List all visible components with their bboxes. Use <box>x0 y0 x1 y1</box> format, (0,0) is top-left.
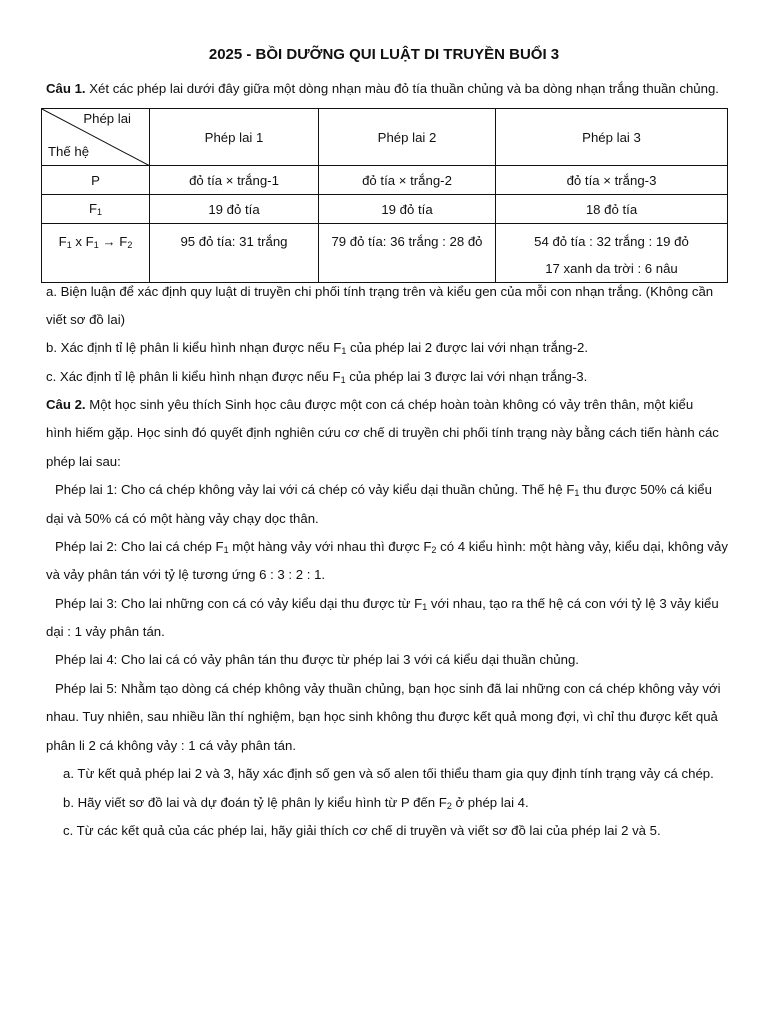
q2-b-pre: b. Hãy viết sơ đồ lai và dự đoán tỷ lệ phân ly kiểu hình từ P đến F <box>63 795 447 810</box>
cross1-sub: 1 <box>574 488 580 498</box>
q2-line1 <box>46 397 728 412</box>
corner-bottom-label: Thế hệ <box>48 144 90 159</box>
q1-part-c <box>46 369 728 385</box>
row-f2-cell-3-extra: 17 xanh da trời : 6 nâu <box>545 261 678 276</box>
header-cross-1: Phép lai 1 <box>150 109 319 166</box>
q1-c-post: của phép lai 3 được lai với nhạn trắng-3. <box>345 369 588 384</box>
q2-part-c: c. Từ các kết quả của các phép lai, hãy giải thích cơ chế di truyền và viết sơ đồ lai của phép lai 2 và 5. <box>63 823 661 838</box>
q2-cross5-line1: Phép lai 5: Nhằm tạo dòng cá chép không vảy thuần chủng, bạn học sinh đã lai những con cá chép không vảy với <box>55 681 721 696</box>
cross3-post: với nhau, tạo ra thế hệ cá con với tỷ lệ 3 vảy kiểu <box>427 596 719 611</box>
q1-part-b <box>46 340 728 356</box>
q2-cross5-line3: phân li 2 cá không vảy : 1 cá vảy phân tán. <box>46 738 296 753</box>
row-f2-cell-1-text: 95 đỏ tía: 31 trắng <box>180 234 288 249</box>
q2-cross2-line1 <box>55 539 737 555</box>
q1-b-post: của phép lai 2 được lai với nhạn trắng-2. <box>346 340 589 355</box>
q2-cross2-line2: và vảy phân tán với tỷ lệ tương ứng 6 : 3 : 2 : 1. <box>46 567 326 582</box>
table-corner-cell <box>42 109 150 166</box>
corner-top-label: Phép lai <box>83 111 131 126</box>
table-row-f2 <box>42 224 728 283</box>
cross1-post: thu được 50% cá kiểu <box>579 482 712 497</box>
q1-part-a-line2: viết sơ đồ lai) <box>46 312 126 327</box>
f2-sub-a: 1 <box>66 240 72 250</box>
row-f1-sub: 1 <box>97 207 103 217</box>
row-f2-cell-3-text: 54 đỏ tía : 32 trắng : 19 đỏ <box>534 234 689 249</box>
row-f1-letter: F <box>88 201 98 216</box>
header-cross-2: Phép lai 2 <box>319 109 496 166</box>
q1-b-pre: b. Xác định tỉ lệ phân li kiểu hình nhạn được nếu F <box>46 340 342 355</box>
row-f1-cell-1: 19 đỏ tía <box>150 195 319 224</box>
q1-intro-text: Xét các phép lai dưới đây giữa một dòng nhạn màu đỏ tía thuần chủng và ba dòng nhạn trắng thuần chủng. <box>85 81 719 96</box>
q2-label: Câu 2. <box>46 397 86 412</box>
row-f1-cell-3: 18 đỏ tía <box>496 195 728 224</box>
row-f2-cell-3 <box>496 224 728 283</box>
q2-cross1-line1 <box>55 482 737 498</box>
cross3-sub: 1 <box>422 602 428 612</box>
row-p-cell-3: đỏ tía × trắng-3 <box>496 166 728 195</box>
row-f1-cell-2: 19 đỏ tía <box>319 195 496 224</box>
f2-sub-b: 1 <box>93 240 99 250</box>
q2-line2: hình hiếm gặp. Học sinh đó quyết định nghiên cứu cơ chế di truyền chi phối tính trạng này bằng cách tiến hành các <box>46 425 719 440</box>
row-f2-cell-2-text: 79 đỏ tía: 36 trắng : 28 đỏ <box>331 234 483 249</box>
q2-cross3-line2: dại : 1 vảy phân tán. <box>46 624 165 639</box>
q1-intro <box>46 81 728 96</box>
q2-cross3-line1 <box>55 596 737 612</box>
f2-label-b: x F <box>71 234 94 249</box>
q2-part-a: a. Từ kết quả phép lai 2 và 3, hãy xác định số gen và số alen tối thiểu tham gia quy định tính trạng vảy cá chép. <box>63 766 714 781</box>
cross2-sub2: 2 <box>431 545 437 555</box>
cross2-pre: Phép lai 2: Cho lai cá chép F <box>55 539 224 554</box>
f2-label-a: F <box>58 234 67 249</box>
row-f2-cell-2 <box>319 224 496 283</box>
row-f1-label <box>42 195 150 224</box>
row-p-label: P <box>42 166 150 195</box>
row-p-cell-2: đỏ tía × trắng-2 <box>319 166 496 195</box>
cross2-post: có 4 kiểu hình: một hàng vảy, kiểu dại, không vảy <box>436 539 728 554</box>
genetics-table <box>41 108 728 283</box>
q2-b-sub: 2 <box>446 801 452 811</box>
q2-cross4: Phép lai 4: Cho lai cá có vảy phân tán thu được từ phép lai 3 với cá kiểu dại thuần chủng. <box>55 652 579 667</box>
q2-part-b <box>63 795 745 811</box>
arrow-icon: → F <box>98 234 128 249</box>
cross2-mid: một hàng vảy với nhau thì được F <box>228 539 432 554</box>
table-row-p <box>42 166 728 195</box>
q1-c-sub: 1 <box>340 375 346 385</box>
q1-part-a-line1: a. Biện luận để xác định quy luật di truyền chi phối tính trạng trên và kiểu gen của mỗi con nhạn trắng. (Không cần <box>46 284 714 299</box>
header-cross-3: Phép lai 3 <box>496 109 728 166</box>
q1-c-pre: c. Xác định tỉ lệ phân li kiểu hình nhạn được nếu F <box>46 369 341 384</box>
row-f2-cell-1 <box>150 224 319 283</box>
q2-line3: phép lai sau: <box>46 454 121 469</box>
cross3-pre: Phép lai 3: Cho lai những con cá có vảy kiểu dại thu được từ F <box>55 596 423 611</box>
q2-b-post: ở phép lai 4. <box>451 795 529 810</box>
page-title: 2025 - BỒI DƯỠNG QUI LUẬT DI TRUYỀN BUỔI 3 <box>208 46 560 63</box>
q1-label: Câu 1. <box>46 81 86 96</box>
q2-cross5-line2: nhau. Tuy nhiên, sau nhiều lần thí nghiệm, bạn học sinh không thu được kết quả mong đợi, vì chỉ thu được kết quả <box>46 709 718 724</box>
q1-b-sub: 1 <box>341 346 347 356</box>
table-row-f1 <box>42 195 728 224</box>
row-p-cell-1: đỏ tía × trắng-1 <box>150 166 319 195</box>
cross2-sub1: 1 <box>223 545 229 555</box>
row-f2-label <box>42 224 150 283</box>
cross1-pre: Phép lai 1: Cho cá chép không vảy lai với cá chép có vảy kiểu dại thuần chủng. Thế hệ F <box>55 482 575 497</box>
f2-sub-c: 2 <box>127 240 133 250</box>
q2-cross1-line2: dại và 50% cá có một hàng vảy chạy dọc thân. <box>46 511 319 526</box>
table-header-row <box>42 109 728 166</box>
q2-line1-text: Một học sinh yêu thích Sinh học câu được một con cá chép hoàn toàn không có vảy trên thân, một kiểu <box>85 397 694 412</box>
